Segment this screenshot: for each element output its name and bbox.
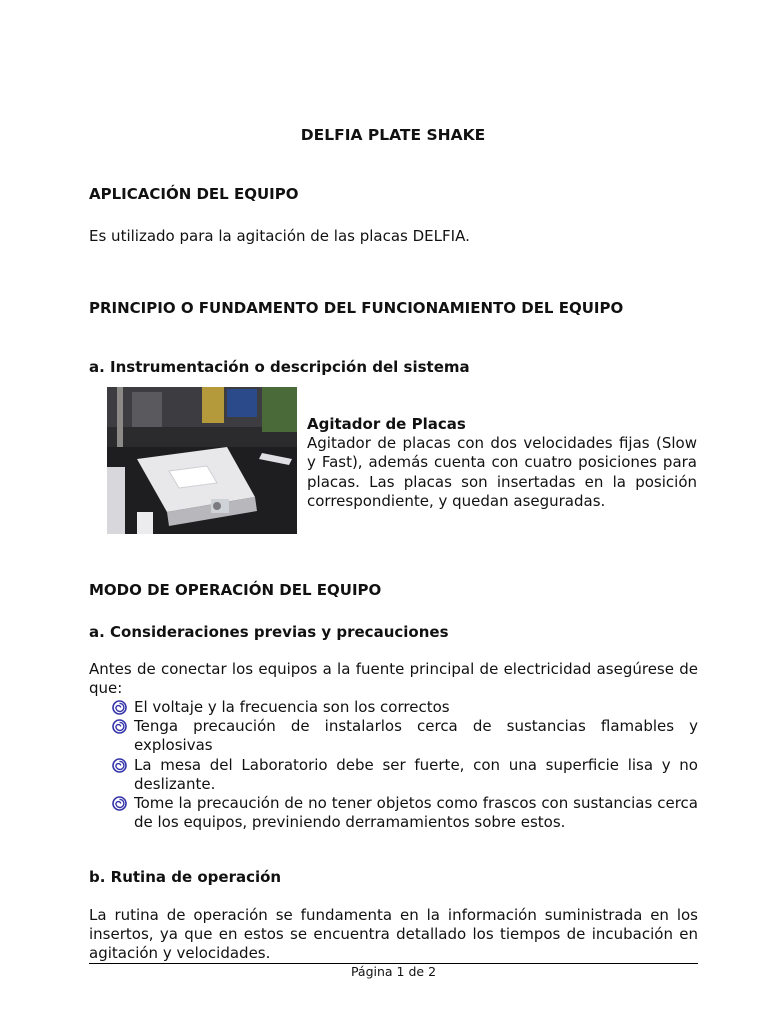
swirl-bullet-icon (112, 700, 127, 715)
document-title: DELFIA PLATE SHAKE (300, 126, 486, 144)
list-item: Tome la precaución de no tener objetos como frascos con sustancias cerca de los equipos, previniendo derramamientos sobre estos. (112, 794, 698, 832)
page-number: Página 1 de 2 (350, 964, 437, 979)
photo-caption (307, 415, 697, 511)
caption-title: Agitador de Placas (307, 415, 466, 433)
aplicacion-text: Es utilizado para la agitación de las placas DELFIA. (89, 227, 470, 245)
section-heading-aplicacion: APLICACIÓN DEL EQUIPO (89, 185, 299, 203)
subheading-instrumentacion: a. Instrumentación o descripción del sistema (89, 358, 470, 376)
subheading-consideraciones: a. Consideraciones previas y precauciones (89, 623, 449, 641)
consideraciones-intro: Antes de conectar los equipos a la fuente principal de electricidad asegúrese de que: (89, 660, 698, 698)
precautions-list (112, 698, 698, 832)
swirl-bullet-icon (112, 796, 127, 811)
list-item: Tenga precaución de instalarlos cerca de sustancias flamables y explosivas (112, 717, 698, 755)
list-item: El voltaje y la frecuencia son los correctos (112, 698, 698, 717)
caption-text: Agitador de placas con dos velocidades fijas (Slow y Fast), además cuenta con cuatro posiciones para placas. Las placas son insertadas en la posición correspondiente, y quedan aseguradas. (307, 434, 697, 510)
subheading-rutina: b. Rutina de operación (89, 868, 282, 886)
rutina-text: La rutina de operación se fundamenta en la información suministrada en los insertos, ya que en estos se encuentra detallado los tiempos de incubación en agitación y velocidades. (89, 906, 698, 963)
list-item: La mesa del Laboratorio debe ser fuerte, con una superficie lisa y no deslizante. (112, 756, 698, 794)
plate-shaker-photo (107, 387, 297, 534)
section-heading-principio: PRINCIPIO O FUNDAMENTO DEL FUNCIONAMIENTO DEL EQUIPO (89, 299, 624, 317)
swirl-bullet-icon (112, 758, 127, 773)
section-heading-modo-operacion: MODO DE OPERACIÓN DEL EQUIPO (89, 581, 382, 599)
swirl-bullet-icon (112, 719, 127, 734)
